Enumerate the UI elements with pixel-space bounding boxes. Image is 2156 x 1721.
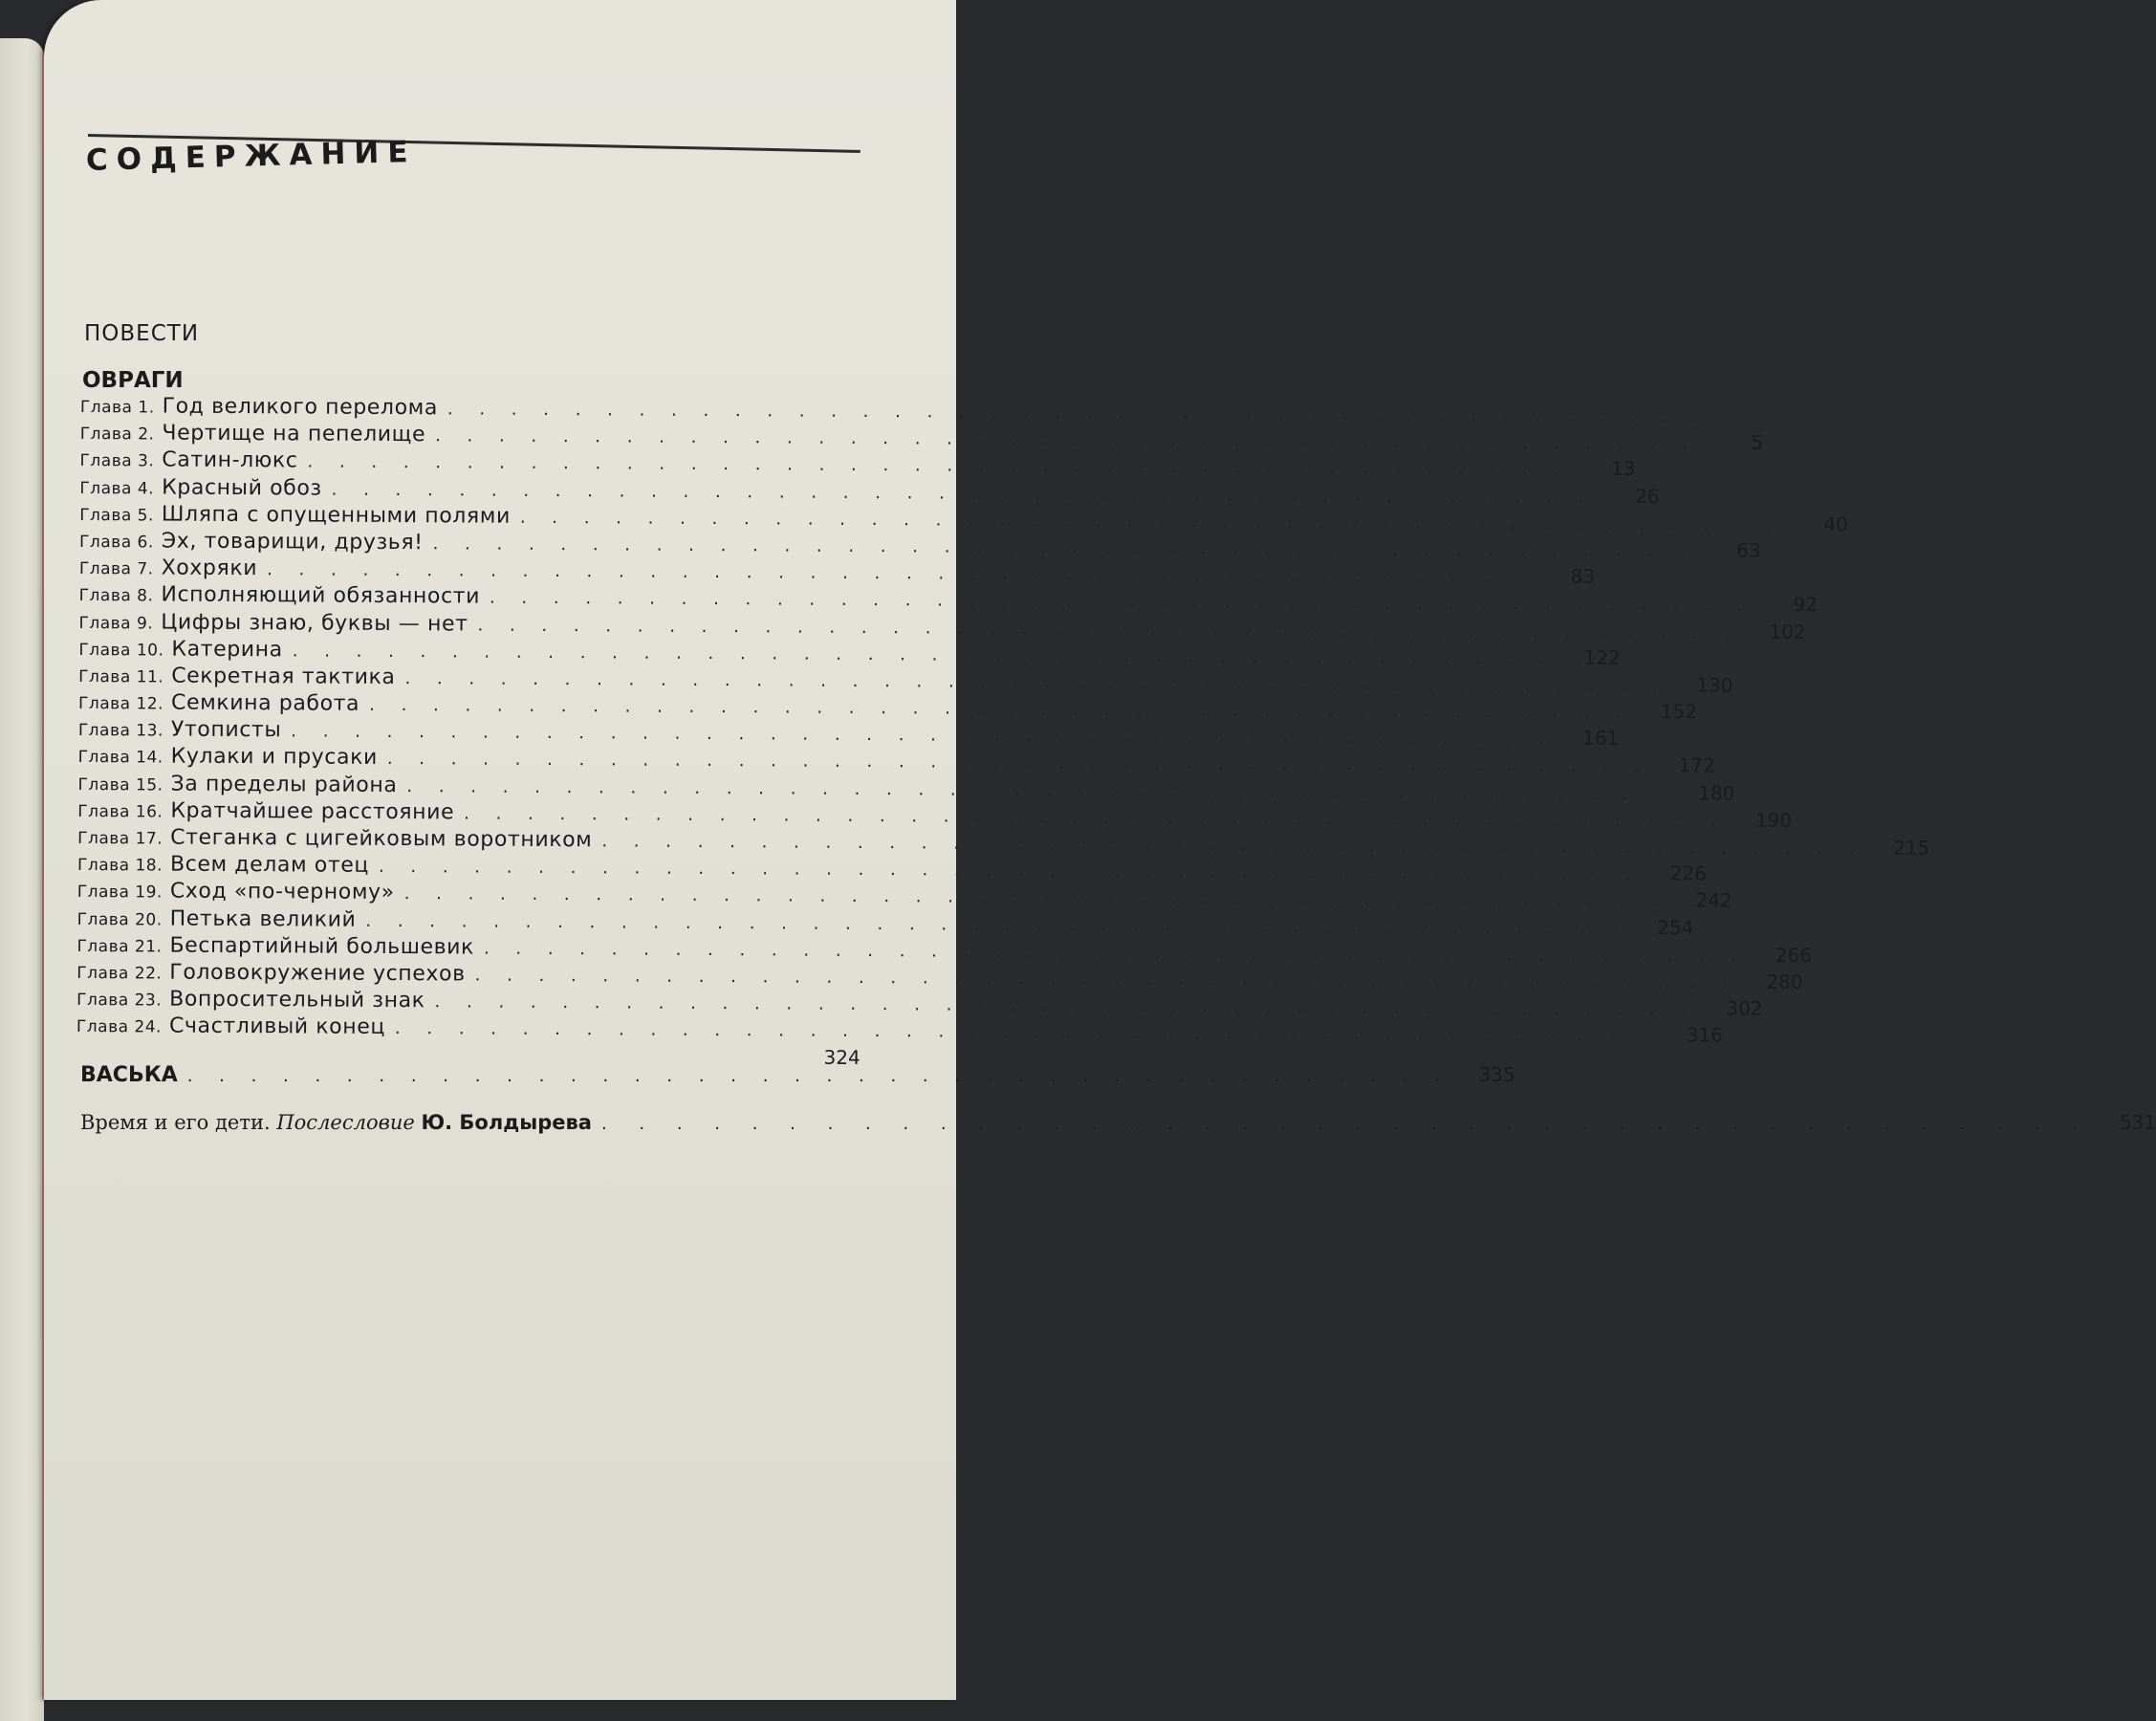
page-number: 335 [1478,1063,1515,1086]
dot-leader: . . . . . . . . . . . . . . . . . . . . . . . . . . . . . . . . . . . . . . . . [477,615,1741,643]
chapter-title: Кулаки и прусаки [170,745,378,771]
dot-leader: . . . . . . . . . . . . . . . . . . . . . . . . . . . . . . . . . . . . . . . . [378,857,1643,885]
chapter-number: Глава 6. [78,532,154,553]
table-of-contents [76,394,1930,1073]
chapter-number: Глава 4. [79,478,155,499]
dot-leader: . . . . . . . . . . . . . . . . . . . . . . . . . . . . . . . . . . . . . . . . [267,559,1531,588]
chapter-title: Катерина [171,637,283,662]
chapter-number: Глава 22. [76,963,163,984]
chapter-number: Глава 9. [78,613,154,633]
chapter-number: Глава 15. [77,774,163,795]
chapter-number: Глава 10. [78,640,164,661]
chapter-title: Эх, товарищи, друзья! [161,529,424,556]
chapter-title: Шляпа с опущенными полями [161,502,511,529]
page-number: 161 [1582,726,1620,751]
entry-title [80,1111,592,1134]
page-number: 5 [1751,430,1764,454]
chapter-title: Всем делам отец [169,852,370,879]
page-number: 280 [1766,969,1803,993]
dot-leader: . . . . . . . . . . . . . . . . . . . . . . . . . . . . . . . . . . . . . . . . [601,831,1865,860]
page-number: 190 [1754,808,1793,832]
toc-entry-afterword [80,1111,2156,1134]
page-number: 531 [2119,1111,2156,1134]
chapter-number: Глава 14. [77,748,163,768]
dot-leader: . . . . . . . . . . . . . . . . . . . . . . . . . . . . . . . . . . . . . . . . [369,694,1633,723]
page-number: 172 [1678,753,1715,777]
chapter-number: Глава 19. [76,882,163,903]
dot-leader: . . . . . . . . . . . . . . . . . . . . . . . . . . . . . . . . . . . . . . . . [404,667,1668,697]
dot-leader: . . . . . . . . . . . . . . . . . . . . . . . . . . . . . . . . . . . . . . . . [600,1114,2091,1134]
dot-leader: . . . . . . . . . . . . . . . . . . . . . . . . . . . . . . . . . . . . . . . . [292,641,1556,669]
chapter-number: Глава 3. [79,451,155,471]
afterword-label: Послесловие [276,1111,415,1134]
dot-leader: . . . . . . . . . . . . . . . . . . . . . . . . . . . . . . . . . . . . . . . . [489,587,1753,617]
page-number: 302 [1726,996,1763,1020]
chapter-number: Глава 18. [76,856,163,876]
chapter-title: Вопросительный знак [169,987,425,1013]
chapter-title: Сход «по-черному» [169,879,395,905]
page-number: 242 [1695,888,1732,912]
previous-page [0,38,44,1721]
page-text [44,0,2156,1700]
dot-leader: . . . . . . . . . . . . . . . . . . . . . . . . . . . . . . . . . . . . . . . . [406,775,1670,804]
page-number: 83 [1570,564,1596,588]
page-number: 324 [823,1045,860,1069]
dot-leader: . . . . . . . . . . . . . . . . . . . . . . . . . . . . . . . . . . . . . . . . [403,883,1667,912]
dot-leader: . . . . . . . . . . . . . . . . . . . . . . . . . . . . . . . . . . . . . . . . [331,479,1595,508]
chapter-number: Глава 17. [77,828,163,849]
section-label: ПОВЕСТИ [84,321,200,346]
page-number: 122 [1583,645,1621,669]
page-number: 26 [1635,484,1660,508]
chapter-number: Глава 21. [76,936,163,957]
page-number: 226 [1669,861,1708,885]
dot-leader: . . . . . . . . . . . . . . . . . . . . . . . . . . . . . . . . . . . . . . . . [186,1066,1450,1086]
chapter-title: Сатин-люкс [162,447,298,473]
chapter-number: Глава 13. [77,721,163,741]
chapter-title: Беспартийный большевик [169,933,475,960]
page-number: 254 [1657,915,1694,939]
chapter-number: Глава 2. [79,425,155,445]
page-number: 215 [1893,836,1930,860]
chapter-title: Счастливый конец [168,1013,386,1040]
dot-leader: . . . . . . . . . . . . . . . . . . . . . . . . . . . . . . . . . . . . . . . . [307,451,1571,480]
chapter-title: Головокружение успехов [169,960,466,987]
chapter-number: Глава 24. [76,1017,163,1037]
dot-leader: . . . . . . . . . . . . . . . . . . . . . . . . . . . . . . . . . . . . . . . . [519,507,1783,535]
page-number: 152 [1660,700,1698,724]
toc-entry-vaska [80,1063,1515,1087]
chapter-title: Петька великий [169,906,357,932]
dot-leader: . . . . . . . . . . . . . . . . . . . . . . . . . . . . . . . . . . . . . . . . [483,938,1748,967]
chapter-number: Глава 12. [77,694,164,714]
chapter-number: Глава 20. [76,909,163,930]
chapter-title: За пределы района [170,772,398,797]
chapter-title: Кратчайшее расстояние [170,798,455,825]
afterword-title: Время и его дети. [80,1111,271,1134]
contents-page [44,0,2156,1700]
chapter-title: Утописты [170,717,282,743]
dot-leader: . . . . . . . . . . . . . . . . . . . . . . . . . . . . . . . . . . . . . . . . [365,910,1629,939]
chapter-number: Глава 23. [76,991,163,1011]
chapter-title: Цифры знаю, буквы — нет [161,610,468,636]
chapter-number: Глава 8. [78,586,154,606]
page-number: 13 [1611,457,1636,481]
dot-leader: . . . . . . . . . . . . . . . . . . . . . . . . . . . . . . . . . . . . . . . . [386,749,1650,777]
page-number: 40 [1823,512,1848,536]
part-title: ОВРАГИ [82,368,184,393]
page-number: 63 [1736,538,1761,562]
dot-leader: . . . . . . . . . . . . . . . . . . . . . . . . . . . . . . . . . . . . . . . . [435,425,1699,454]
dot-leader: . . . . . . . . . . . . . . . . . . . . . . . . . . . . . . . . . . . . . . . . [394,1018,1659,1047]
page-number: 316 [1686,1023,1724,1047]
chapter-title: Чертище на пепелище [162,421,426,447]
chapter-title: Семкина работа [170,690,360,716]
dot-leader: . . . . . . . . . . . . . . . . . . . . . . . . . . . . . . . . . . . . . . . . [474,965,1738,993]
chapter-title: Стеганка с цигейковым воротником [170,825,593,853]
chapter-number: Глава 11. [78,666,164,687]
entry-title: ВАСЬКА [80,1063,178,1087]
afterword-author: Ю. Болдырева [421,1111,592,1134]
chapter-number: Глава 7. [78,559,154,579]
dot-leader: . . . . . . . . . . . . . . . . . . . . . . . . . . . . . . . . . . . . . . . . [464,803,1728,832]
chapter-title: Год великого перелома [162,394,439,421]
chapter-number: Глава 1. [79,397,155,418]
chapter-title: Хохряки [161,556,258,581]
chapter-title: Секретная тактика [171,664,396,689]
page-title: СОДЕРЖАНИЕ [85,134,417,178]
chapter-title: Красный обоз [162,475,322,501]
chapter-number: Глава 16. [77,801,163,822]
page-number: 180 [1698,780,1735,805]
chapter-number: Глава 5. [79,505,155,526]
dot-leader: . . . . . . . . . . . . . . . . . . . . . . . . . . . . . . . . . . . . . . . . [446,399,1711,427]
dot-leader: . . . . . . . . . . . . . . . . . . . . . . . . . . . . . . . . . . . . . . . . [434,991,1698,1020]
page-number: 102 [1769,620,1806,643]
dot-leader: . . . . . . . . . . . . . . . . . . . . . . . . . . . . . . . . . . . . . . . . [432,534,1696,562]
page-number: 130 [1696,673,1733,697]
dot-leader: . . . . . . . . . . . . . . . . . . . . . . . . . . . . . . . . . . . . . . . . [291,721,1555,750]
page-number: 92 [1793,593,1818,617]
chapter-title: Исполняющий обязанности [161,582,481,609]
page-number: 266 [1775,943,1813,967]
